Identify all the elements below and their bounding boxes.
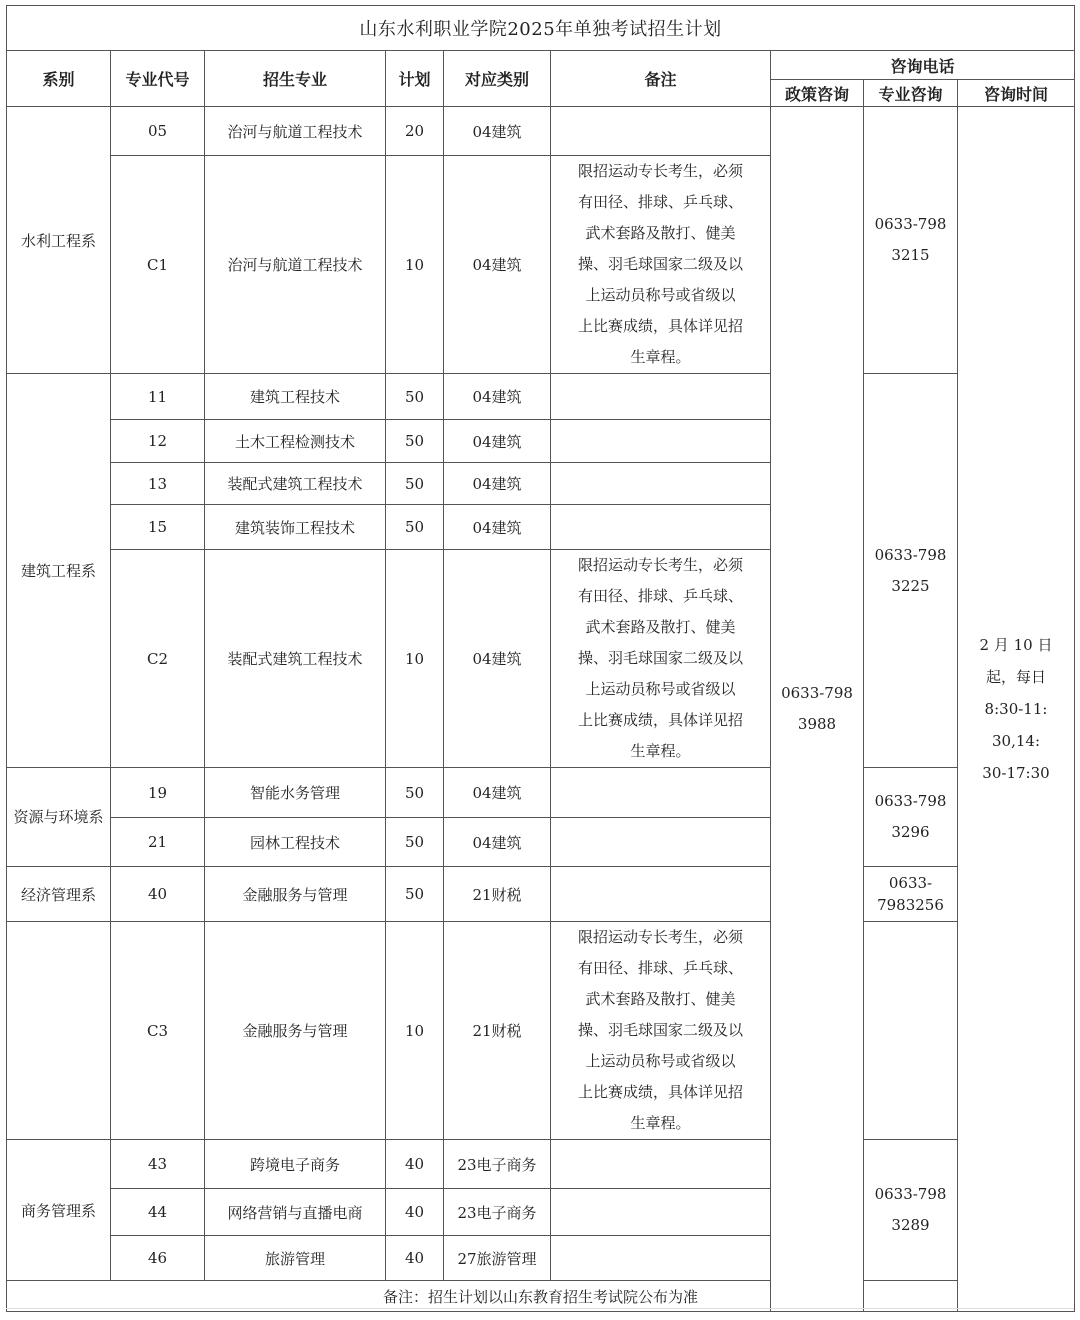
- major-cell: 金融服务与管理: [205, 867, 386, 922]
- table-row: [7, 374, 1075, 420]
- remark-line: 生章程。: [630, 348, 691, 366]
- time-line: 8:30-11:: [984, 700, 1048, 718]
- remark-cell: [551, 374, 771, 420]
- remark-line: 有田径、排球、乒乓球、: [577, 959, 743, 977]
- remark-cell: [551, 1189, 771, 1236]
- table-row: [7, 867, 1075, 922]
- header-plan: 计划: [386, 51, 444, 107]
- code-cell: 13: [111, 463, 205, 505]
- category-cell: 04建筑: [444, 463, 551, 505]
- code-cell: 43: [111, 1140, 205, 1189]
- code-cell: 46: [111, 1236, 205, 1281]
- major-phone-cell: [864, 107, 958, 374]
- header-major-consult: 专业咨询: [864, 80, 958, 107]
- admission-plan-table: [6, 5, 1075, 1312]
- plan-cell: 50: [386, 463, 444, 505]
- code-cell: 44: [111, 1189, 205, 1236]
- major-cell: 智能水务管理: [205, 768, 386, 818]
- remark-line: 有田径、排球、乒乓球、: [577, 587, 743, 605]
- remark-line: 武术套路及散打、健美: [585, 224, 736, 242]
- remark-cell: [551, 420, 771, 463]
- category-cell: 21财税: [444, 867, 551, 922]
- footnote: 备注：招生计划以山东教育招生考试院公布为准: [7, 1281, 1075, 1312]
- major-cell: 装配式建筑工程技术: [205, 463, 386, 505]
- remark-line: 操、羽毛球国家二级及以: [577, 649, 743, 667]
- category-cell: 04建筑: [444, 818, 551, 867]
- remark-line: 限招运动专长考生，必须: [577, 162, 743, 180]
- plan-document: [6, 5, 1074, 1312]
- dept-cell: 建筑工程系: [7, 374, 111, 768]
- major-cell: 治河与航道工程技术: [205, 107, 386, 156]
- plan-cell: 40: [386, 1140, 444, 1189]
- dept-cell: 商务管理系: [7, 1140, 111, 1281]
- category-cell: 21财税: [444, 922, 551, 1140]
- phone-line: 3296: [891, 823, 930, 841]
- plan-cell: 50: [386, 374, 444, 420]
- category-cell: 04建筑: [444, 420, 551, 463]
- header-phone-group: 咨询电话: [771, 51, 1075, 80]
- table-row: [7, 107, 1075, 156]
- major-cell: 网络营销与直播电商: [205, 1189, 386, 1236]
- category-cell: 23电子商务: [444, 1189, 551, 1236]
- time-line: 起，每日: [985, 668, 1046, 686]
- major-cell: 装配式建筑工程技术: [205, 550, 386, 768]
- plan-cell: 50: [386, 768, 444, 818]
- plan-cell: 10: [386, 922, 444, 1140]
- time-line: 30-17:30: [982, 764, 1050, 782]
- phone-line: 0633-798: [874, 215, 947, 233]
- policy-phone-cell: [771, 107, 864, 1312]
- remark-cell: [551, 463, 771, 505]
- plan-cell: 10: [386, 550, 444, 768]
- remark-line: 限招运动专长考生，必须: [577, 928, 743, 946]
- phone-line: 7983256: [877, 896, 944, 914]
- category-cell: 23电子商务: [444, 1140, 551, 1189]
- major-phone-cell: [864, 1140, 958, 1281]
- remark-cell: [551, 867, 771, 922]
- remark-line: 上比赛成绩，具体详见招: [577, 711, 743, 729]
- plan-cell: 40: [386, 1236, 444, 1281]
- dept-cell: 资源与环境系: [7, 768, 111, 867]
- time-line: 30,14:: [992, 732, 1040, 750]
- remark-cell: [551, 107, 771, 156]
- major-cell: 园林工程技术: [205, 818, 386, 867]
- plan-cell: 10: [386, 156, 444, 374]
- code-cell: C2: [111, 550, 205, 768]
- remark-line: 武术套路及散打、健美: [585, 990, 736, 1008]
- code-cell: 40: [111, 867, 205, 922]
- major-cell: 土木工程检测技术: [205, 420, 386, 463]
- major-cell: 旅游管理: [205, 1236, 386, 1281]
- major-cell: 治河与航道工程技术: [205, 156, 386, 374]
- dept-cell: 经济管理系: [7, 867, 111, 922]
- category-cell: 04建筑: [444, 768, 551, 818]
- bottom-rule: [6, 1308, 1074, 1309]
- header-category: 对应类别: [444, 51, 551, 107]
- remark-cell: [551, 818, 771, 867]
- table-title: 山东水利职业学院2025年单独考试招生计划: [7, 6, 1075, 51]
- header-dept: 系别: [7, 51, 111, 107]
- table-row: [7, 768, 1075, 818]
- major-cell: 建筑工程技术: [205, 374, 386, 420]
- category-cell: 04建筑: [444, 505, 551, 550]
- plan-cell: 40: [386, 1189, 444, 1236]
- phone-line: 3289: [891, 1216, 930, 1234]
- time-line: 2 月 10 日: [979, 636, 1053, 654]
- header-major: 招生专业: [205, 51, 386, 107]
- remark-line: 生章程。: [630, 742, 691, 760]
- major-phone-cell: [864, 922, 958, 1140]
- header-policy: 政策咨询: [771, 80, 864, 107]
- major-cell: 金融服务与管理: [205, 922, 386, 1140]
- remark-line: 操、羽毛球国家二级及以: [577, 1021, 743, 1039]
- phone-line: 0633-798: [874, 545, 947, 564]
- code-cell: 21: [111, 818, 205, 867]
- remark-cell: [551, 1236, 771, 1281]
- code-cell: 19: [111, 768, 205, 818]
- remark-line: 上比赛成绩，具体详见招: [577, 1083, 743, 1101]
- phone-line: 0633-798: [781, 684, 853, 702]
- remark-cell: [551, 1140, 771, 1189]
- code-cell: 11: [111, 374, 205, 420]
- header-consult-time: 咨询时间: [958, 80, 1075, 107]
- code-cell: C1: [111, 156, 205, 374]
- major-cell: 跨境电子商务: [205, 1140, 386, 1189]
- phone-line: 0633-: [888, 874, 933, 892]
- phone-line: 3225: [891, 576, 930, 595]
- table-row: [7, 922, 1075, 1140]
- remark-cell: [551, 922, 771, 1140]
- remark-line: 有田径、排球、乒乓球、: [577, 193, 743, 211]
- plan-cell: 50: [386, 505, 444, 550]
- remark-cell: [551, 550, 771, 768]
- code-cell: C3: [111, 922, 205, 1140]
- plan-cell: 20: [386, 107, 444, 156]
- remark-line: 上运动员称号或省级以: [585, 680, 736, 698]
- phone-line: 0633-798: [874, 1185, 947, 1203]
- code-cell: 12: [111, 420, 205, 463]
- plan-cell: 50: [386, 867, 444, 922]
- header-code: 专业代号: [111, 51, 205, 107]
- category-cell: 04建筑: [444, 374, 551, 420]
- code-cell: 05: [111, 107, 205, 156]
- category-cell: 04建筑: [444, 550, 551, 768]
- remark-line: 上运动员称号或省级以: [585, 286, 736, 304]
- category-cell: 04建筑: [444, 107, 551, 156]
- phone-line: 3988: [797, 715, 837, 733]
- major-phone-cell: [864, 374, 958, 768]
- phone-line: 0633-798: [874, 792, 947, 810]
- table-row: [7, 1140, 1075, 1189]
- consult-time-cell: [958, 107, 1075, 1312]
- remark-cell: [551, 505, 771, 550]
- dept-cell: [7, 922, 111, 1140]
- phone-line: 3215: [891, 246, 930, 264]
- plan-cell: 50: [386, 420, 444, 463]
- remark-line: 上运动员称号或省级以: [585, 1052, 736, 1070]
- dept-cell: 水利工程系: [7, 107, 111, 374]
- major-cell: 建筑装饰工程技术: [205, 505, 386, 550]
- remark-line: 上比赛成绩，具体详见招: [577, 317, 743, 335]
- remark-cell: [551, 156, 771, 374]
- major-phone-cell: [864, 867, 958, 922]
- header-remark: 备注: [551, 51, 771, 107]
- code-cell: 15: [111, 505, 205, 550]
- remark-cell: [551, 768, 771, 818]
- major-phone-cell: [864, 768, 958, 867]
- category-cell: 04建筑: [444, 156, 551, 374]
- remark-line: 武术套路及散打、健美: [585, 618, 736, 636]
- plan-cell: 50: [386, 818, 444, 867]
- remark-line: 限招运动专长考生，必须: [577, 556, 743, 574]
- remark-line: 生章程。: [630, 1114, 691, 1132]
- category-cell: 27旅游管理: [444, 1236, 551, 1281]
- remark-line: 操、羽毛球国家二级及以: [577, 255, 743, 273]
